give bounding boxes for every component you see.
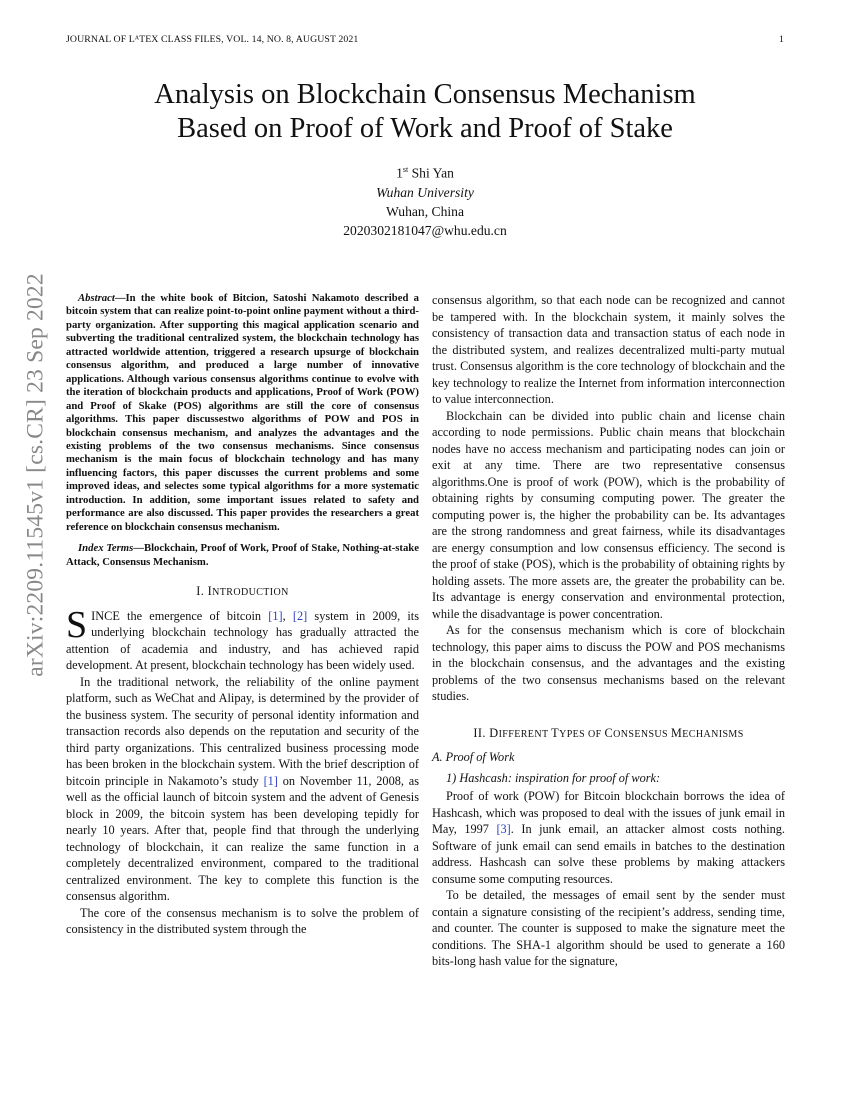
intro-paragraph-1: SINCE the emergence of bitcoin [1], [2] system in 2009, its underlying blockchain technology has gradually attracted the attention of academia and industry, and has achieved rapid development. At present, blockchain technology has been widely used. <box>66 603 420 673</box>
title-line-1: Analysis on Blockchain Consensus Mechanism <box>154 79 696 110</box>
right-paragraph-1: consensus algorithm, so that each node can be recognized and cannot be tampered with. In the blockchain system, it mainly solves the consistency of transaction data and transaction status of each node in the distributed system, and realizes decentralized multi-party mutual trust. Consensus algorithm is the core technology of blockchain and the key technology to realize the Internet from information interconnection to value interconnection. <box>432 293 785 406</box>
author-email: 2020302181047@whu.edu.cn <box>343 222 507 238</box>
subsubsection-heading-hashcash: 1) Hashcash: inspiration for proof of work: <box>446 770 661 785</box>
intro-paragraph-2: In the traditional network, the reliability of the online payment platform, such as WeChat and Alipay, is determined by the provider of the business system. The security of personal identity information and transaction records also depends on the reputation and security of the third party organizations. This centralized business processing mode has been broken in the blockchain system. With the brief description of bitcoin principle in Nakamoto’s study [1] on November 11, 2008, as well as the official launch of bitcoin system and the advent of Genesis block in 2009, the bitcoin system has been developing tepidly for nearly 10 years. After that, people find that through the underlying technology of blockchain, it can realize the same function in a completely decentralized environment, compared to the traditional centralized environment. The key to complete this function is the consensus algorithm. <box>66 674 419 904</box>
pow-paragraph-2: To be detailed, the messages of email sent by the sender must contain a signature consisting of the recipient’s address, sending time, and counter. The counter is supposed to make the signature meet the conditions. The SHA-1 algorithm should be used to generate a 160 bits-long hash value for the signature, <box>432 888 785 968</box>
author-university: Wuhan University <box>376 184 474 200</box>
section-heading-introduction: I. INTRODUCTION <box>196 584 289 599</box>
abstract <box>66 292 419 534</box>
abstract-text: —In the white book of Bitcion, Satoshi Nakamoto described a bitcoin system that can realize point-to-point online payment without a third-party organization. After supporting this magical application scenario and subverting the traditional centralized system, the blockchain technology has attracted worldwide attention, triggered a research upsurge of blockchain consensus algorithm, and produced a large number of innovative applications. Although various consensus algorithms continue to evolve with the iteration of blockchain products and applications, Proof of Work (POW) and Proof of Skake (POS) algorithms are still the core of consensus algorithms. This paper discussestwo algorithms of POW and POS in blockchain consensus mechanism, and analyzes the advantages and the existing problems of the two consensus mechanisms. Since consensus mechanism is the main focus of blockchain technology and has many influencing factors, this paper discusses the current problems and some improved ideas, and selectes some typical algorithms for a more systematic introduction. In addition, some important issues related to safety and performance are also discussed. This paper provides the researchers a great reference on blockchain consensus mechanism. <box>66 292 419 533</box>
title-block <box>66 78 784 240</box>
page-number: 1 <box>779 34 784 45</box>
index-terms-lead: Index Terms <box>78 542 134 555</box>
drop-cap: S <box>66 603 88 646</box>
right-paragraph-2: Blockchain can be divided into public chain and license chain according to node permissions. Public chain means that blockchain nodes have no access mechanism and participating nodes can join or exit at any time. There are two representative consensus algorithms.One is proof of work (POW), which is the probability of obtaining rights by consuming computing power. The greater the computing power is, the higher the probability can be. Its advantages are the strong randomness and great fairness, while its disadvantages are energy consumption and low consensus efficiency. The second is the proof of stake (POS), which is the probability of obtaining rights by holding assets. The more assets are, the greater the probability can be. Its advantage is energy conservation and environmental protection, while the disadvantage is power concentration. <box>432 408 785 621</box>
subsection-heading-proof-of-work: A. Proof of Work <box>432 750 515 764</box>
left-column <box>66 292 419 938</box>
paper-title <box>66 78 784 146</box>
intro-paragraph-3: The core of the consensus mechanism is to solve the problem of consistency in the distributed system through the <box>66 905 419 937</box>
author-location: Wuhan, China <box>386 203 464 219</box>
index-terms-text: —Blockchain, Proof of Work, Proof of Stake, Nothing-at-stake Attack, Consensus Mechanism. <box>66 542 419 568</box>
journal-header: JOURNAL OF LᴬTEX CLASS FILES, VOL. 14, NO. 8, AUGUST 2021 <box>66 34 359 45</box>
citation-link[interactable]: [3] <box>496 822 511 836</box>
right-column <box>432 292 785 970</box>
running-head <box>66 34 784 48</box>
citation-link[interactable]: [2] <box>292 608 308 623</box>
right-paragraph-3: As for the consensus mechanism which is core of blockchain technology, this paper aims to discuss the POW and POS mechanisms in the blockchain consensus, and the advantages and the existing problems of the two consensus mechanisms based on the relevant studies. <box>432 623 785 703</box>
abstract-lead: Abstract <box>78 292 115 304</box>
author-name: 1st Shi Yan <box>396 165 454 181</box>
index-terms <box>66 542 419 569</box>
arxiv-stamp-text: arXiv:2209.11545v1 [cs.CR] 23 Sep 2022 <box>22 273 49 677</box>
citation-link[interactable]: [1] <box>268 608 283 623</box>
section-heading-consensus-types: II. DIFFERENT TYPES OF CONSENSUS MECHANISMS <box>473 725 744 740</box>
citation-link[interactable]: [1] <box>263 773 278 788</box>
pow-paragraph-1: Proof of work (POW) for Bitcoin blockchain borrows the idea of Hashcash, which was proposed to deal with the issues of junk email in May, 1997 [3]. In junk email, an attacker almost costs nothing. Software of junk email can send emails in batches to the destination address. Hashcash can solve these problems by making attackers consume some computing resources. <box>432 789 785 886</box>
title-line-2: Based on Proof of Work and Proof of Stake <box>177 113 673 144</box>
